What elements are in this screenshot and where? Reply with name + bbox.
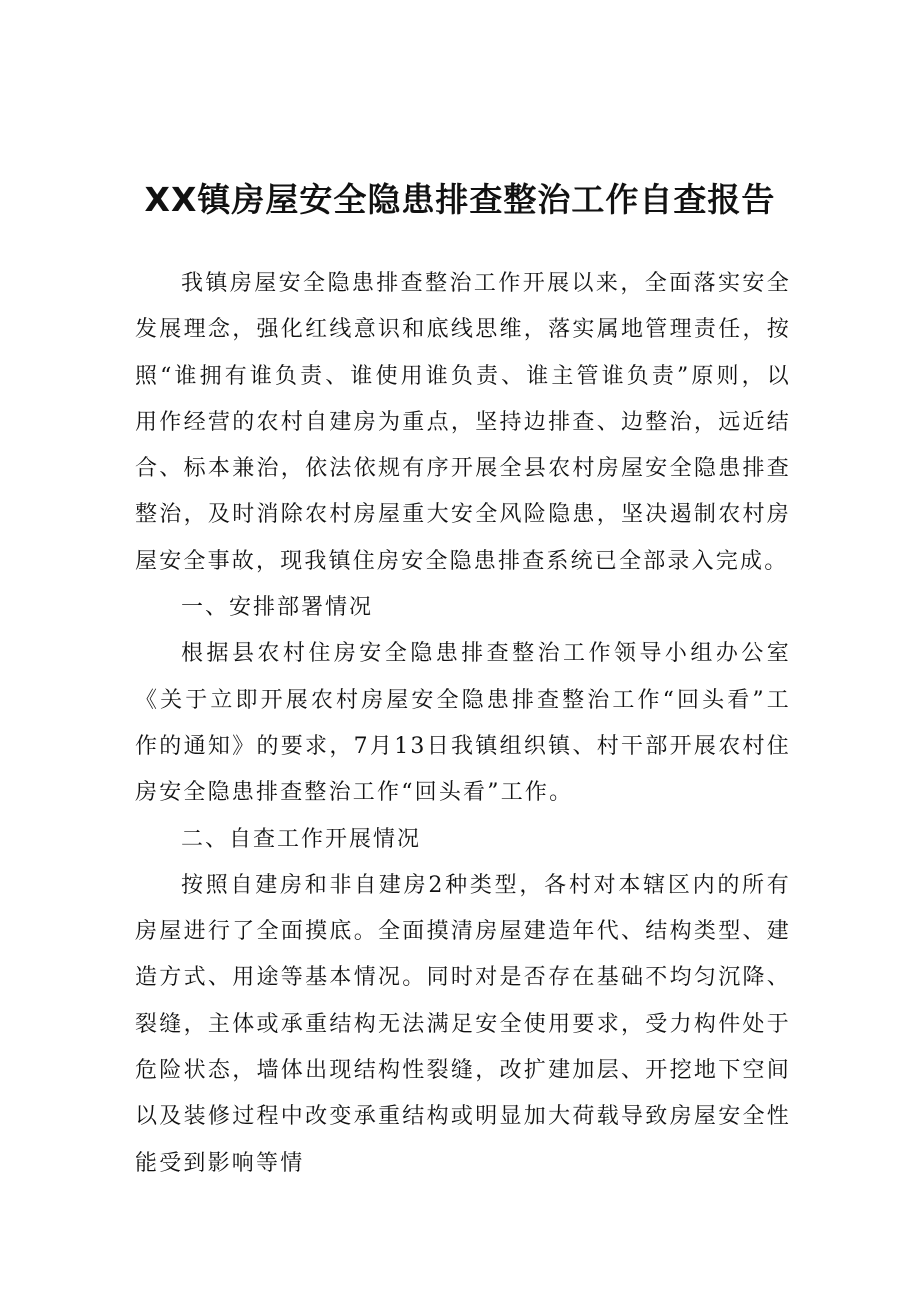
document-title: XX镇房屋安全隐患排查整治工作自查报告 bbox=[144, 180, 776, 219]
paragraph-intro: 我镇房屋安全隐患排查整治工作开展以来，全面落实安全发展理念，强化红线意识和底线思维，落实属地管理责任，按照“谁拥有谁负责、谁使用谁负责、谁主管谁负责”原则，以用作经营的农村自建房为重点，坚持边排查、边整治，远近结合、标本兼治，依法依规有序开展全县农村房屋安全隐患排查整治，及时消除农村房屋重大安全风险隐患，坚决遏制农村房屋安全事故，现我镇住房安全隐患排查系统已全部录入完成。 bbox=[135, 271, 791, 574]
section-heading-self-inspection: 二、自查工作开展情况 bbox=[181, 826, 422, 852]
paragraph-self-inspection: 按照自建房和非自建房2种类型，各村对本辖区内的所有房屋进行了全面摸底。全面摸清房屋建造年代、结构类型、建造方式、用途等基本情况。同时对是否存在基础不均匀沉降、裂缝，主体或承重结构无法满足安全使用要求，受力构件处于危险状态，墙体出现结构性裂缝，改扩建加层、开挖地下空间以及装修过程中改变承重结构或明显加大荷载导致房屋安全性能受到影响等情 bbox=[135, 872, 791, 1176]
paragraph-deployment: 根据县农村住房安全隐患排查整治工作领导小组办公室《关于立即开展农村房屋安全隐患排查整治工作“回头看”工作的通知》的要求，7月13日我镇组织镇、村干部开展农村住房安全隐患排查整治工作“回头看”工作。 bbox=[135, 641, 791, 806]
document-body bbox=[135, 261, 791, 1187]
section-heading-deployment: 一、安排部署情况 bbox=[181, 595, 374, 621]
